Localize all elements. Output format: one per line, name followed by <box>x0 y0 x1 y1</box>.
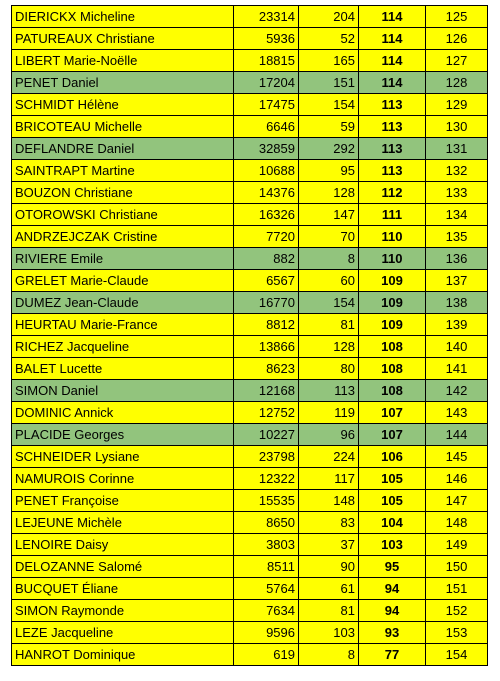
cell-rank: 138 <box>426 292 488 314</box>
table-row <box>12 534 488 556</box>
cell-score: 114 <box>359 6 426 28</box>
cell-score: 77 <box>359 644 426 666</box>
table-row <box>12 490 488 512</box>
cell-rank: 125 <box>426 6 488 28</box>
cell-name: LIBERT Marie-Noëlle <box>12 50 234 72</box>
cell-value-1: 8511 <box>234 556 299 578</box>
cell-rank: 150 <box>426 556 488 578</box>
cell-rank: 149 <box>426 534 488 556</box>
cell-value-1: 13866 <box>234 336 299 358</box>
cell-score: 108 <box>359 380 426 402</box>
cell-score: 109 <box>359 270 426 292</box>
cell-rank: 147 <box>426 490 488 512</box>
cell-rank: 139 <box>426 314 488 336</box>
cell-score: 95 <box>359 556 426 578</box>
cell-rank: 141 <box>426 358 488 380</box>
cell-value-1: 6567 <box>234 270 299 292</box>
table-row <box>12 94 488 116</box>
cell-value-2: 148 <box>299 490 359 512</box>
cell-score: 94 <box>359 578 426 600</box>
cell-score: 111 <box>359 204 426 226</box>
table-row <box>12 270 488 292</box>
cell-name: HEURTAU Marie-France <box>12 314 234 336</box>
cell-value-1: 619 <box>234 644 299 666</box>
cell-score: 109 <box>359 292 426 314</box>
cell-rank: 127 <box>426 50 488 72</box>
cell-score: 114 <box>359 72 426 94</box>
cell-rank: 128 <box>426 72 488 94</box>
cell-score: 108 <box>359 336 426 358</box>
table-row <box>12 600 488 622</box>
cell-value-1: 6646 <box>234 116 299 138</box>
cell-value-1: 18815 <box>234 50 299 72</box>
cell-value-2: 128 <box>299 182 359 204</box>
cell-value-2: 103 <box>299 622 359 644</box>
cell-score: 107 <box>359 424 426 446</box>
cell-value-2: 128 <box>299 336 359 358</box>
cell-value-2: 60 <box>299 270 359 292</box>
cell-value-1: 32859 <box>234 138 299 160</box>
cell-score: 106 <box>359 446 426 468</box>
cell-rank: 152 <box>426 600 488 622</box>
table-row <box>12 28 488 50</box>
cell-name: SAINTRAPT Martine <box>12 160 234 182</box>
cell-rank: 146 <box>426 468 488 490</box>
cell-value-2: 151 <box>299 72 359 94</box>
cell-name: DELOZANNE Salomé <box>12 556 234 578</box>
cell-rank: 135 <box>426 226 488 248</box>
cell-name: LENOIRE Daisy <box>12 534 234 556</box>
cell-score: 107 <box>359 402 426 424</box>
cell-score: 113 <box>359 116 426 138</box>
cell-rank: 144 <box>426 424 488 446</box>
cell-name: DEFLANDRE Daniel <box>12 138 234 160</box>
cell-score: 109 <box>359 314 426 336</box>
cell-name: DOMINIC Annick <box>12 402 234 424</box>
cell-rank: 154 <box>426 644 488 666</box>
cell-score: 113 <box>359 138 426 160</box>
table-row <box>12 358 488 380</box>
cell-name: RICHEZ Jacqueline <box>12 336 234 358</box>
table-row <box>12 512 488 534</box>
cell-value-2: 8 <box>299 248 359 270</box>
cell-value-1: 23798 <box>234 446 299 468</box>
cell-score: 104 <box>359 512 426 534</box>
cell-value-2: 59 <box>299 116 359 138</box>
cell-name: NAMUROIS Corinne <box>12 468 234 490</box>
cell-score: 103 <box>359 534 426 556</box>
table-row <box>12 160 488 182</box>
cell-name: SIMON Daniel <box>12 380 234 402</box>
table-row <box>12 6 488 28</box>
table-row <box>12 622 488 644</box>
cell-name: SIMON Raymonde <box>12 600 234 622</box>
table-row <box>12 578 488 600</box>
cell-score: 114 <box>359 50 426 72</box>
cell-value-1: 17475 <box>234 94 299 116</box>
table-row <box>12 226 488 248</box>
cell-score: 108 <box>359 358 426 380</box>
table-row <box>12 72 488 94</box>
cell-value-1: 8623 <box>234 358 299 380</box>
cell-score: 105 <box>359 490 426 512</box>
table-row <box>12 424 488 446</box>
cell-name: HANROT Dominique <box>12 644 234 666</box>
cell-value-2: 154 <box>299 94 359 116</box>
cell-name: PLACIDE Georges <box>12 424 234 446</box>
cell-name: LEZE Jacqueline <box>12 622 234 644</box>
table-row <box>12 248 488 270</box>
cell-value-2: 117 <box>299 468 359 490</box>
cell-rank: 148 <box>426 512 488 534</box>
cell-rank: 140 <box>426 336 488 358</box>
cell-value-2: 147 <box>299 204 359 226</box>
ranking-table <box>11 5 488 666</box>
cell-rank: 126 <box>426 28 488 50</box>
cell-value-2: 204 <box>299 6 359 28</box>
cell-name: BUCQUET Éliane <box>12 578 234 600</box>
cell-rank: 145 <box>426 446 488 468</box>
cell-name: GRELET Marie-Claude <box>12 270 234 292</box>
cell-value-1: 12752 <box>234 402 299 424</box>
cell-name: BOUZON Christiane <box>12 182 234 204</box>
table-row <box>12 204 488 226</box>
cell-value-1: 23314 <box>234 6 299 28</box>
table-row <box>12 138 488 160</box>
table-row <box>12 556 488 578</box>
cell-value-1: 10227 <box>234 424 299 446</box>
cell-value-2: 90 <box>299 556 359 578</box>
cell-value-1: 12168 <box>234 380 299 402</box>
cell-name: PENET Daniel <box>12 72 234 94</box>
cell-value-1: 9596 <box>234 622 299 644</box>
cell-name: PENET Françoise <box>12 490 234 512</box>
cell-value-2: 154 <box>299 292 359 314</box>
cell-name: DUMEZ Jean-Claude <box>12 292 234 314</box>
cell-score: 93 <box>359 622 426 644</box>
cell-value-1: 7720 <box>234 226 299 248</box>
cell-rank: 132 <box>426 160 488 182</box>
cell-value-1: 12322 <box>234 468 299 490</box>
cell-rank: 130 <box>426 116 488 138</box>
table-row <box>12 402 488 424</box>
cell-score: 110 <box>359 248 426 270</box>
cell-score: 112 <box>359 182 426 204</box>
cell-value-2: 81 <box>299 314 359 336</box>
cell-value-1: 5764 <box>234 578 299 600</box>
table-row <box>12 292 488 314</box>
cell-value-2: 83 <box>299 512 359 534</box>
table-row <box>12 336 488 358</box>
table-row <box>12 468 488 490</box>
cell-rank: 129 <box>426 94 488 116</box>
cell-value-1: 17204 <box>234 72 299 94</box>
cell-value-1: 16770 <box>234 292 299 314</box>
cell-value-2: 37 <box>299 534 359 556</box>
cell-name: LEJEUNE Michèle <box>12 512 234 534</box>
cell-value-2: 52 <box>299 28 359 50</box>
cell-rank: 142 <box>426 380 488 402</box>
table-row <box>12 380 488 402</box>
cell-score: 94 <box>359 600 426 622</box>
cell-value-2: 165 <box>299 50 359 72</box>
cell-name: DIERICKX Micheline <box>12 6 234 28</box>
cell-rank: 134 <box>426 204 488 226</box>
cell-value-2: 61 <box>299 578 359 600</box>
table-row <box>12 446 488 468</box>
cell-value-2: 224 <box>299 446 359 468</box>
cell-value-1: 16326 <box>234 204 299 226</box>
cell-name: OTOROWSKI Christiane <box>12 204 234 226</box>
cell-value-2: 119 <box>299 402 359 424</box>
cell-rank: 143 <box>426 402 488 424</box>
cell-value-2: 95 <box>299 160 359 182</box>
cell-score: 114 <box>359 28 426 50</box>
cell-score: 110 <box>359 226 426 248</box>
cell-rank: 137 <box>426 270 488 292</box>
cell-value-1: 15535 <box>234 490 299 512</box>
cell-name: ANDRZEJCZAK Cristine <box>12 226 234 248</box>
cell-value-2: 96 <box>299 424 359 446</box>
table-row <box>12 314 488 336</box>
cell-rank: 133 <box>426 182 488 204</box>
table-row <box>12 116 488 138</box>
cell-value-1: 14376 <box>234 182 299 204</box>
cell-score: 113 <box>359 94 426 116</box>
table-row <box>12 182 488 204</box>
cell-name: PATUREAUX Christiane <box>12 28 234 50</box>
table-row <box>12 644 488 666</box>
table-row <box>12 50 488 72</box>
ranking-table-body <box>12 6 488 666</box>
cell-value-2: 81 <box>299 600 359 622</box>
cell-value-2: 80 <box>299 358 359 380</box>
cell-value-2: 292 <box>299 138 359 160</box>
cell-value-1: 3803 <box>234 534 299 556</box>
cell-value-2: 8 <box>299 644 359 666</box>
cell-name: SCHNEIDER Lysiane <box>12 446 234 468</box>
cell-score: 113 <box>359 160 426 182</box>
cell-value-1: 8812 <box>234 314 299 336</box>
cell-name: BRICOTEAU Michelle <box>12 116 234 138</box>
cell-value-1: 882 <box>234 248 299 270</box>
cell-value-1: 7634 <box>234 600 299 622</box>
cell-rank: 151 <box>426 578 488 600</box>
cell-name: SCHMIDT Hélène <box>12 94 234 116</box>
cell-value-1: 5936 <box>234 28 299 50</box>
cell-value-2: 70 <box>299 226 359 248</box>
cell-rank: 136 <box>426 248 488 270</box>
cell-name: RIVIERE Emile <box>12 248 234 270</box>
cell-value-1: 10688 <box>234 160 299 182</box>
cell-score: 105 <box>359 468 426 490</box>
cell-name: BALET Lucette <box>12 358 234 380</box>
cell-value-2: 113 <box>299 380 359 402</box>
cell-rank: 131 <box>426 138 488 160</box>
cell-rank: 153 <box>426 622 488 644</box>
cell-value-1: 8650 <box>234 512 299 534</box>
